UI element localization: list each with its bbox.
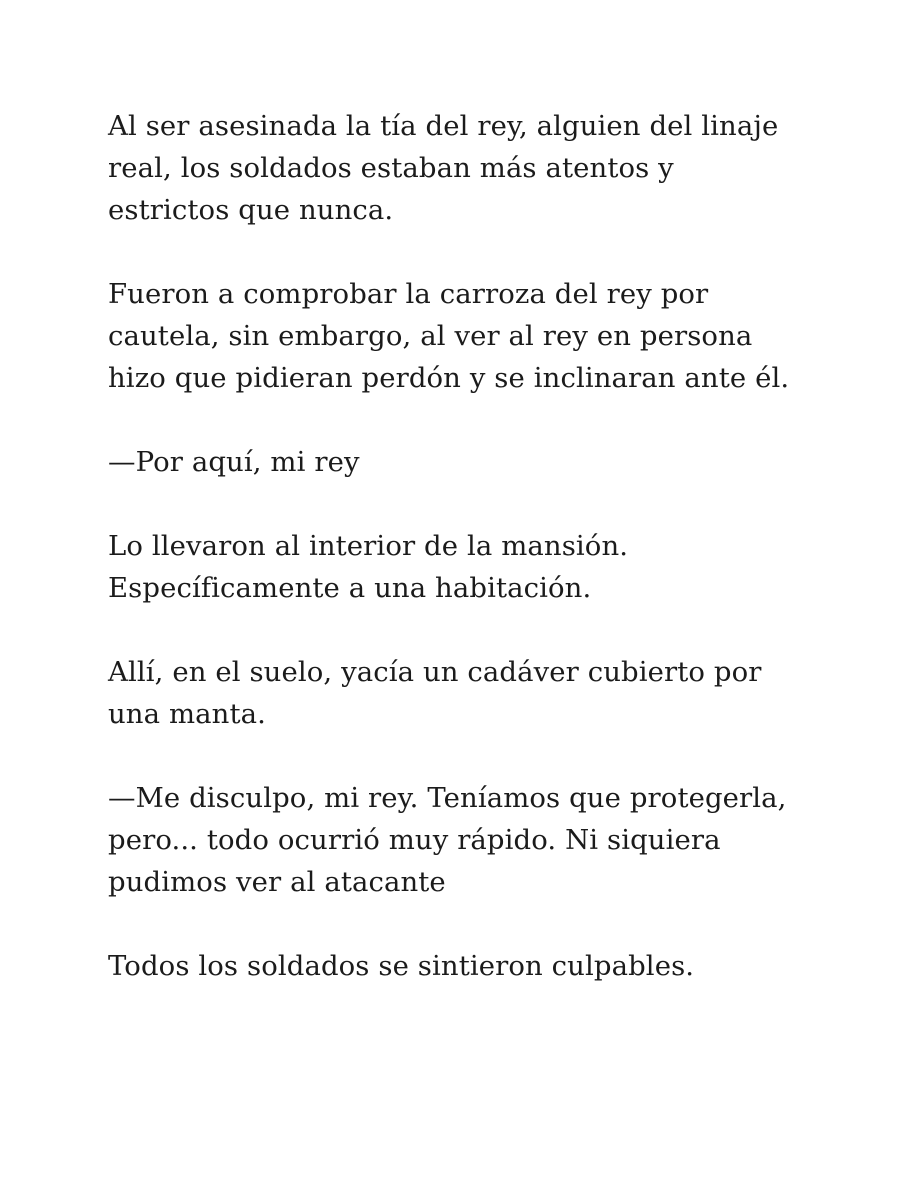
paragraph-4 [108,525,768,609]
text-line: Específicamente a una habitación. [108,572,592,604]
dialogue-line: —Me disculpo, mi rey. Teníamos que protegerla, [108,782,787,814]
text-line: Fueron a comprobar la carroza del rey por [108,278,709,310]
text-line: Al ser asesinada la tía del rey, alguien del linaje [108,110,779,142]
text-line: hizo que pidieran perdón y se inclinaran ante él. [108,362,790,394]
text-line: real, los soldados estaban más atentos y [108,152,674,184]
story-text [108,105,790,987]
paragraph-6 [108,777,787,903]
text-line: Todos los soldados se sintieron culpables. [108,950,695,982]
dialogue-line: —Por aquí, mi rey [108,446,360,478]
dialogue-line: pudimos ver al atacante [108,866,446,898]
text-line: cautela, sin embargo, al ver al rey en persona [108,320,753,352]
paragraph-2 [108,273,790,399]
dialogue-line: pero... todo ocurrió muy rápido. Ni siquiera [108,824,721,856]
text-line: estrictos que nunca. [108,194,394,226]
paragraph-1 [108,105,779,231]
text-line: Allí, en el suelo, yacía un cadáver cubierto por [108,656,762,688]
text-line: Lo llevaron al interior de la mansión. [108,530,629,562]
paragraph-5 [108,651,768,735]
paragraph-7 [108,945,768,987]
paragraph-3 [108,441,768,483]
text-line: una manta. [108,698,266,730]
